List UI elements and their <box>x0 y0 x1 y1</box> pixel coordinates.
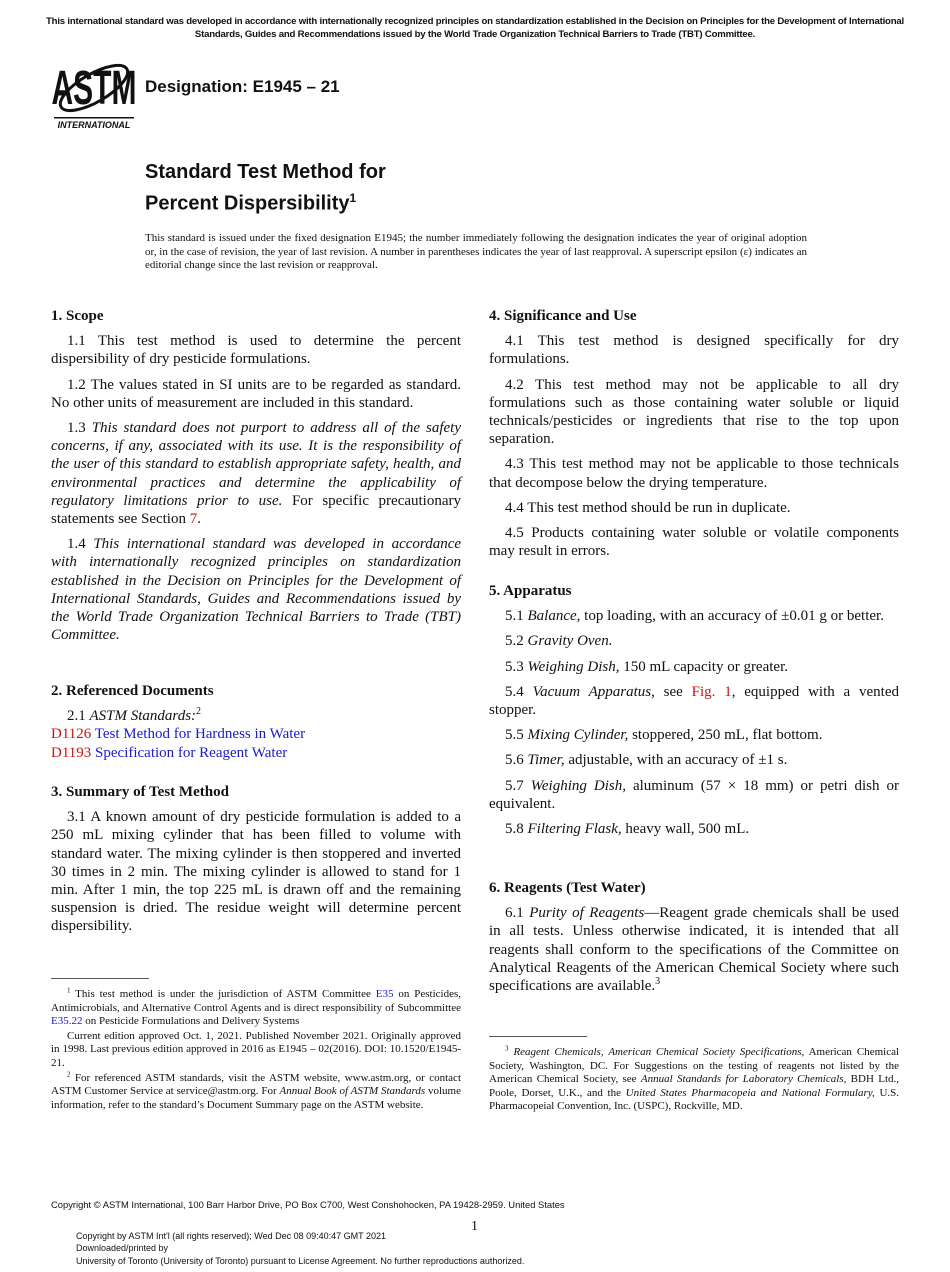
text-run: 5.4 <box>505 683 533 700</box>
text-run: 5.8 <box>505 821 528 838</box>
text-run: 5.3 <box>505 658 528 675</box>
text-run: 1.3 <box>67 420 92 437</box>
text-run: on Pesticides, Antimicrobials, and Alternative Control Agents and is direct responsibility of Subcommittee <box>51 988 461 1014</box>
designation: Designation: E1945 – 21 <box>145 77 340 96</box>
text-run: 4.1 This test method is designed specifically for dry formulations. <box>489 333 899 368</box>
text-run: 4.5 Products containing water soluble or volatile components may result in errors. <box>489 525 899 560</box>
text-run: . <box>197 511 201 528</box>
reference-link[interactable]: E35 <box>375 988 394 1000</box>
reference-link[interactable]: Test Method for Hardness in Water <box>91 726 306 743</box>
svg-text:ASTM: ASTM <box>52 62 136 115</box>
paragraph <box>51 535 461 644</box>
text-run: 1.1 This test method is used to determine the percent dispersibility of dry pesticide formulations. <box>51 333 461 368</box>
copyright: Copyright © ASTM International, 100 Barr Harbor Drive, PO Box C700, West Conshohocken, PA 19428-2959. United States <box>51 1199 565 1210</box>
section <box>51 783 461 943</box>
text-run: heavy wall, 500 mL. <box>621 821 750 838</box>
paragraph <box>489 455 899 491</box>
text-run: 4.4 This test method should be run in duplicate. <box>505 499 791 516</box>
text-run: adjustable, with an accuracy of ±1 s. <box>564 752 788 769</box>
title-line-1: Standard Test Method for <box>145 161 386 183</box>
section-heading: 3. Summary of Test Method <box>51 784 229 800</box>
text-run: 1.4 <box>67 536 94 553</box>
reference-link[interactable]: 2 <box>196 706 202 718</box>
text-run: volume information, refer to the standard’s Document Summary page on the ASTM website. <box>51 1085 461 1111</box>
paragraph <box>489 632 899 650</box>
text-run: , American Chemical Society, Washington, DC. For Suggestions on the testing of reagents not listed by the American Chemical Society, see <box>489 1046 900 1086</box>
footnote <box>51 1069 461 1113</box>
text-run: Timer, <box>527 752 565 769</box>
text-run: Purity of Reagents <box>529 905 645 922</box>
text-run: Annual Standards for Laboratory Chemicals, <box>640 1073 847 1086</box>
wto-notice: This international standard was developed in accordance with internationally recognized principles on standardization established in the Decision on Principles for the Development of International Standards, Guides and Recommendations issued by the World Trade Organization Technical Barriers to Trade (TBT) Committee. <box>46 16 904 40</box>
text-run: Weighing Dish, <box>530 777 626 794</box>
paragraph <box>489 499 899 517</box>
text-run: BDH Ltd., Poole, Dorset, U.K., and the <box>489 1073 899 1099</box>
text-run: Reagent Chemicals, American Chemical Society Specifications <box>513 1046 802 1058</box>
paragraph <box>51 419 461 528</box>
text-run: This standard does not purport to address all of the safety concerns, if any, associated with its use. It is the responsibility of the user of this standard to establish appropriate safety, health, and environmental practices and determine the applicability of regulatory limitations prior to use. <box>51 420 462 509</box>
paragraph <box>489 376 899 449</box>
text-run: 1.2 The values stated in SI units are to be regarded as standard. No other units of measurement are included in this standard. <box>51 376 461 411</box>
section <box>489 879 899 1002</box>
text-run: aluminum (57 × 18 mm) or petri dish or equivalent. <box>489 777 899 812</box>
section <box>489 582 899 845</box>
title-footnote-ref[interactable]: 1 <box>349 191 357 205</box>
text-run: stoppered, 250 mL, flat bottom. <box>628 727 823 744</box>
footnote-divider <box>489 1036 587 1037</box>
download-line: University of Toronto (University of Toronto) pursuant to License Agreement. No further reproductions authorized. <box>76 1255 525 1266</box>
reference-link[interactable]: Fig. 1 <box>691 683 732 700</box>
paragraph <box>489 524 899 560</box>
paragraph <box>489 751 899 769</box>
text-run: Vacuum Apparatus, <box>532 683 655 700</box>
reference-link[interactable]: E35.22 <box>51 1015 83 1028</box>
text-run: Current edition approved Oct. 1, 2021. Published November 2021. Originally approved in 1998. Last previous edition approved in 2016 as E1945 – 02(2016). DOI: 10.1520/E1945-21. <box>51 1029 461 1069</box>
section-heading: 5. Apparatus <box>489 583 572 599</box>
page-number: 1 <box>471 1219 478 1234</box>
footnote <box>489 1046 899 1114</box>
text-run: Filtering Flask, <box>527 821 622 838</box>
text-run: Annual Book of ASTM Standards <box>279 1085 426 1098</box>
text-run: 5.5 <box>505 727 528 744</box>
section-heading: 6. Reagents (Test Water) <box>489 880 646 896</box>
text-run: This international standard was developed in accordance with internationally recognized principles on standardization established in the Decision on Principles for the Development of International Standards, Guides and Recommendations issued by the World Trade Organization Technical Barriers to Trade (TBT) Committee. <box>51 536 462 644</box>
paragraph <box>51 808 461 935</box>
section <box>51 307 461 651</box>
text-run: Balance, <box>527 608 581 625</box>
reference-item <box>51 744 461 762</box>
reference-link[interactable]: D1193 <box>51 744 92 761</box>
paragraph <box>489 820 899 838</box>
text-run: Weighing Dish, <box>527 658 620 675</box>
paragraph <box>489 726 899 744</box>
paragraph <box>489 607 899 625</box>
reference-link[interactable]: 2 <box>67 1069 71 1078</box>
download-notice <box>76 1230 524 1267</box>
footnotes-left <box>51 988 461 1113</box>
footnote-divider <box>51 978 149 979</box>
text-run: This test method is under the jurisdiction of ASTM Committee <box>70 988 376 1000</box>
astm-logo <box>52 56 136 134</box>
text-run: Mixing Cylinder, <box>527 727 629 744</box>
text-run: see <box>654 683 692 700</box>
reference-link[interactable]: 3 <box>655 976 661 988</box>
section-heading: 1. Scope <box>51 308 104 324</box>
reference-link[interactable]: 7 <box>189 511 198 528</box>
page-title <box>145 159 386 217</box>
text-run: 150 mL capacity or greater. <box>619 658 788 675</box>
text-run: 4.2 This test method may not be applicable to all dry formulations such as those containing water soluble or liquid technicals/pesticides or ingredients that rise to the top upon separation. <box>489 376 899 448</box>
reference-link[interactable]: 3 <box>505 1044 509 1053</box>
paragraph <box>51 376 461 412</box>
text-run: on Pesticide Formulations and Delivery Systems <box>82 1015 300 1028</box>
paragraph <box>489 658 899 676</box>
download-line: Copyright by ASTM Int'l (all rights reserved); Wed Dec 08 09:40:47 GMT 2021 <box>76 1231 387 1241</box>
text-run: United States Pharmacopeia and National Formulary, <box>625 1086 875 1099</box>
paragraph <box>489 683 899 719</box>
paragraph <box>489 777 899 813</box>
footnote <box>51 1030 461 1071</box>
text-run: 5.1 <box>505 608 528 625</box>
text-run: , equipped with a vented stopper. <box>489 683 900 719</box>
text-run: 3.1 A known amount of dry pesticide formulation is added to a 250 mL mixing cylinder that has been filled to volume with standard water. The mixing cylinder is then stoppered and inverted 30 times in 2 min. The mixing cylinder is allowed to stand for 1 min. After 1 min, the top 225 mL is drawn off and the remaining suspension is dried. The residue weight will determine percent dispersibility. <box>51 809 461 935</box>
text-run: 5.6 <box>505 752 528 769</box>
text-run: —Reagent grade chemicals shall be used in all tests. Unless otherwise indicated, it is intended that all reagents shall conform to the specifications of the Committee on Analytical Reagents of the American Chemical Society where such specifications are available. <box>489 905 899 995</box>
text-run: 5.2 <box>505 633 528 650</box>
reference-link[interactable]: 1 <box>67 986 71 995</box>
text-run: ASTM Standards: <box>89 708 197 725</box>
paragraph <box>51 332 461 368</box>
paragraph <box>51 707 461 725</box>
text-run: 6.1 <box>505 905 530 922</box>
text-run: 5.7 <box>505 777 531 794</box>
text-run: For referenced ASTM standards, visit the ASTM website, www.astm.org, or contact ASTM Customer Service at service@astm.org. For <box>51 1071 461 1098</box>
text-run: For specific precautionary statements see Section <box>51 492 461 528</box>
text-run: 2.1 <box>67 708 90 725</box>
section <box>489 307 899 567</box>
section <box>51 682 461 762</box>
text-run: Gravity Oven. <box>527 633 613 650</box>
text-run: top loading, with an accuracy of ±0.01 g or better. <box>580 608 884 625</box>
section-heading: 4. Significance and Use <box>489 308 637 324</box>
paragraph <box>489 332 899 368</box>
footnote <box>51 988 461 1029</box>
reference-link[interactable]: D1126 <box>51 726 92 743</box>
svg-text:INTERNATIONAL: INTERNATIONAL <box>57 120 131 130</box>
text-run: U.S. Pharmacopeial Convention, Inc. (USPC), Rockville, MD. <box>489 1086 900 1113</box>
reference-link[interactable]: Specification for Reagent Water <box>91 744 288 761</box>
reference-item <box>51 725 461 743</box>
issued-note: This standard is issued under the fixed designation E1945; the number immediately following the designation indicates the year of original adoption or, in the case of revision, the year of last revision. A number in parentheses indicates the year of last reapproval. A superscript epsilon (ε) indicates an editorial change since the last revision or reapproval. <box>145 232 807 271</box>
section-heading: 2. Referenced Documents <box>51 683 214 699</box>
text-run: 4.3 This test method may not be applicable to those technicals that decompose below the drying temperature. <box>489 456 899 491</box>
footnotes-right <box>489 1046 899 1115</box>
title-line-2: Percent Dispersibility <box>145 192 350 215</box>
paragraph <box>489 904 899 995</box>
download-line: Downloaded/printed by <box>76 1243 169 1254</box>
